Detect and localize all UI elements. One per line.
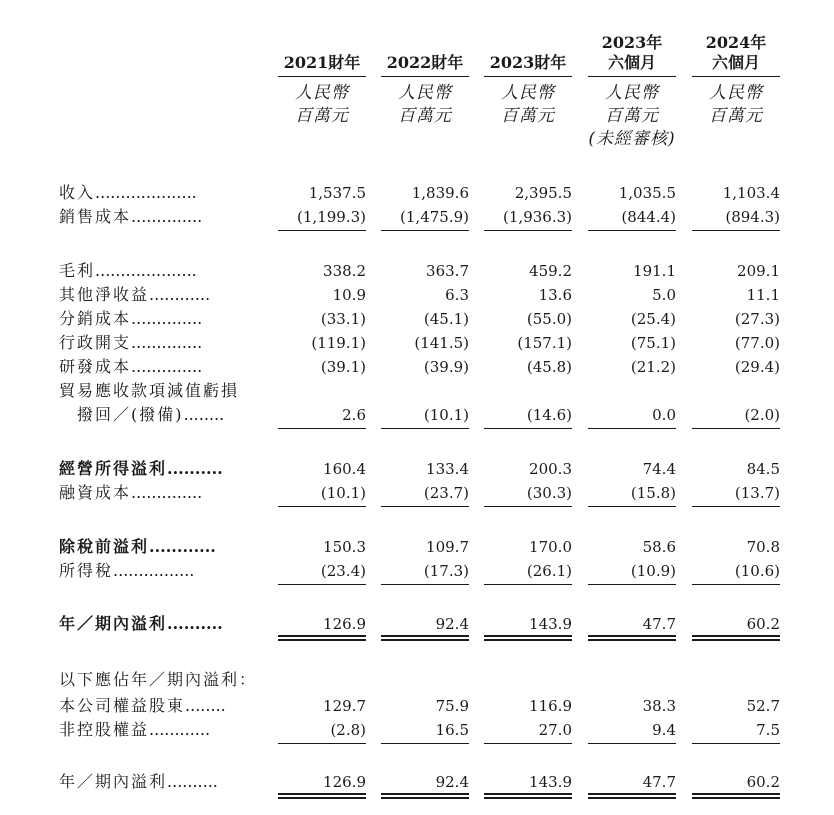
row-label-attributable-header bbox=[59, 670, 257, 690]
column-period-line2: 2023財年 bbox=[489, 53, 567, 72]
total-double-rule-bottom bbox=[278, 797, 366, 799]
column-unit: 百萬元 bbox=[295, 106, 349, 126]
value-cell: (25.4) bbox=[630, 310, 676, 328]
row-label-rnd-costs bbox=[59, 357, 202, 377]
total-double-rule-bottom bbox=[381, 797, 469, 799]
total-double-rule-top bbox=[381, 635, 469, 637]
subtotal-rule bbox=[484, 743, 572, 744]
value-cell: 6.3 bbox=[445, 286, 469, 304]
value-cell: (45.8) bbox=[526, 358, 572, 376]
subtotal-rule bbox=[484, 584, 572, 585]
value-cell: (39.1) bbox=[320, 358, 366, 376]
column-period-line2: 2022財年 bbox=[386, 53, 464, 72]
value-cell: 1,103.4 bbox=[722, 184, 780, 202]
label-text: 年／期內溢利 bbox=[59, 614, 168, 633]
column-header-underline bbox=[484, 76, 572, 77]
total-double-rule-bottom bbox=[692, 639, 780, 641]
leader-dots: .............. bbox=[131, 357, 203, 376]
value-cell: 74.4 bbox=[642, 460, 676, 478]
value-cell: (15.8) bbox=[630, 484, 676, 502]
value-cell: (119.1) bbox=[311, 334, 366, 352]
label-text: 其他淨收益 bbox=[59, 285, 150, 304]
value-cell: (27.3) bbox=[734, 310, 780, 328]
label-text: 經營所得溢利 bbox=[59, 459, 168, 478]
value-cell: (29.4) bbox=[734, 358, 780, 376]
column-period-line1: 2023年 bbox=[601, 33, 663, 52]
row-label-equity-shareholders bbox=[59, 696, 226, 716]
label-text: 所得稅 bbox=[59, 561, 114, 580]
row-label-profit-for-period-total bbox=[59, 772, 218, 792]
total-double-rule-bottom bbox=[484, 797, 572, 799]
column-currency: 人民幣 bbox=[605, 83, 659, 103]
value-cell: (23.7) bbox=[423, 484, 469, 502]
leader-dots: .................... bbox=[95, 261, 197, 280]
value-cell: 126.9 bbox=[323, 615, 366, 633]
leader-dots: .......... bbox=[167, 459, 223, 478]
value-cell: 75.9 bbox=[435, 697, 469, 715]
value-cell: 52.7 bbox=[746, 697, 780, 715]
value-cell: 47.7 bbox=[642, 773, 676, 791]
value-cell: 60.2 bbox=[746, 773, 780, 791]
label-text: 以下應佔年／期內溢利： bbox=[59, 670, 258, 689]
value-cell: 160.4 bbox=[323, 460, 366, 478]
total-double-rule-bottom bbox=[588, 639, 676, 641]
column-period-line1 bbox=[381, 33, 469, 53]
column-unit: 百萬元 bbox=[709, 106, 763, 126]
row-label-income-tax bbox=[59, 561, 194, 581]
label-text: 銷售成本 bbox=[59, 207, 132, 226]
value-cell: 338.2 bbox=[323, 262, 366, 280]
column-period-line2: 六個月 bbox=[607, 53, 656, 72]
label-text: 撥回／(撥備) bbox=[59, 405, 184, 424]
value-cell: (1,475.9) bbox=[400, 208, 469, 226]
value-cell: 11.1 bbox=[746, 286, 780, 304]
total-double-rule-top bbox=[278, 635, 366, 637]
column-header-6m-2023 bbox=[588, 33, 676, 73]
value-cell: (141.5) bbox=[414, 334, 469, 352]
total-double-rule-bottom bbox=[278, 639, 366, 641]
subtotal-rule bbox=[692, 743, 780, 744]
row-label-impairment-line2 bbox=[59, 405, 224, 425]
subtotal-rule bbox=[484, 506, 572, 507]
value-cell: 191.1 bbox=[633, 262, 676, 280]
value-cell: 459.2 bbox=[529, 262, 572, 280]
label-text: 收入 bbox=[59, 183, 96, 202]
column-period-line1: 2024年 bbox=[705, 33, 767, 52]
value-cell: 0.0 bbox=[652, 406, 676, 424]
column-unit: 百萬元 bbox=[501, 106, 555, 126]
value-cell: 38.3 bbox=[642, 697, 676, 715]
subtotal-rule bbox=[588, 584, 676, 585]
value-cell: 126.9 bbox=[323, 773, 366, 791]
value-cell: 133.4 bbox=[426, 460, 469, 478]
label-text: 分銷成本 bbox=[59, 309, 132, 328]
subtotal-rule bbox=[381, 584, 469, 585]
value-cell: (30.3) bbox=[526, 484, 572, 502]
leader-dots: .............. bbox=[131, 483, 203, 502]
value-cell: 84.5 bbox=[746, 460, 780, 478]
row-label-other-net-income bbox=[59, 285, 210, 305]
value-cell: 5.0 bbox=[652, 286, 676, 304]
leader-dots: ........ bbox=[185, 696, 226, 715]
leader-dots: .................... bbox=[95, 183, 197, 202]
value-cell: 92.4 bbox=[435, 615, 469, 633]
value-cell: 150.3 bbox=[323, 538, 366, 556]
leader-dots: .............. bbox=[131, 309, 203, 328]
label-text: 除稅前溢利 bbox=[59, 537, 150, 556]
value-cell: (1,936.3) bbox=[503, 208, 572, 226]
column-header-2021 bbox=[278, 33, 366, 73]
column-currency: 人民幣 bbox=[398, 83, 452, 103]
subtotal-rule bbox=[278, 584, 366, 585]
subtotal-rule bbox=[278, 230, 366, 231]
value-cell: (10.9) bbox=[630, 562, 676, 580]
label-text: 行政開支 bbox=[59, 333, 132, 352]
subtotal-rule bbox=[484, 230, 572, 231]
total-double-rule-bottom bbox=[484, 639, 572, 641]
column-header-underline bbox=[692, 76, 780, 77]
value-cell: 143.9 bbox=[529, 773, 572, 791]
value-cell: (13.7) bbox=[734, 484, 780, 502]
value-cell: 1,839.6 bbox=[411, 184, 469, 202]
column-units-2021 bbox=[278, 82, 366, 128]
leader-dots: ............ bbox=[149, 720, 211, 739]
value-cell: (45.1) bbox=[423, 310, 469, 328]
label-text: 年／期內溢利 bbox=[59, 772, 168, 791]
label-text: 本公司權益股東 bbox=[59, 696, 186, 715]
value-cell: 170.0 bbox=[529, 538, 572, 556]
value-cell: 200.3 bbox=[529, 460, 572, 478]
value-cell: (844.4) bbox=[621, 208, 676, 226]
column-period-line2: 2021財年 bbox=[283, 53, 361, 72]
subtotal-rule bbox=[692, 584, 780, 585]
row-label-admin-expenses bbox=[59, 333, 202, 353]
row-label-profit-for-period bbox=[59, 614, 223, 634]
total-double-rule-bottom bbox=[381, 639, 469, 641]
column-currency: 人民幣 bbox=[709, 83, 763, 103]
subtotal-rule bbox=[278, 506, 366, 507]
value-cell: 7.5 bbox=[756, 721, 780, 739]
value-cell: 92.4 bbox=[435, 773, 469, 791]
subtotal-rule bbox=[588, 428, 676, 429]
row-label-non-controlling bbox=[59, 720, 210, 740]
subtotal-rule bbox=[381, 230, 469, 231]
value-cell: 27.0 bbox=[538, 721, 572, 739]
value-cell: 2.6 bbox=[342, 406, 366, 424]
label-text: 毛利 bbox=[59, 261, 96, 280]
value-cell: (10.1) bbox=[423, 406, 469, 424]
column-header-underline bbox=[278, 76, 366, 77]
value-cell: (26.1) bbox=[526, 562, 572, 580]
leader-dots: .......... bbox=[167, 772, 218, 791]
value-cell: (14.6) bbox=[526, 406, 572, 424]
subtotal-rule bbox=[381, 506, 469, 507]
total-double-rule-top bbox=[484, 793, 572, 795]
value-cell: 16.5 bbox=[435, 721, 469, 739]
value-cell: 143.9 bbox=[529, 615, 572, 633]
value-cell: 1,537.5 bbox=[308, 184, 366, 202]
value-cell: 58.6 bbox=[642, 538, 676, 556]
subtotal-rule bbox=[588, 230, 676, 231]
value-cell: (55.0) bbox=[526, 310, 572, 328]
row-label-finance-costs bbox=[59, 483, 202, 503]
leader-dots: .............. bbox=[131, 207, 203, 226]
label-text: 融資成本 bbox=[59, 483, 132, 502]
column-note: (未經審核) bbox=[588, 129, 676, 149]
column-header-2023 bbox=[484, 33, 572, 73]
column-currency: 人民幣 bbox=[501, 83, 555, 103]
row-label-operating-profit bbox=[59, 459, 223, 479]
total-double-rule-top bbox=[588, 635, 676, 637]
column-header-underline bbox=[381, 76, 469, 77]
value-cell: 129.7 bbox=[323, 697, 366, 715]
value-cell: (2.8) bbox=[330, 721, 366, 739]
value-cell: (21.2) bbox=[630, 358, 676, 376]
row-label-cost-of-sales bbox=[59, 207, 202, 227]
label-text: 貿易應收款項減值虧損 bbox=[59, 381, 240, 400]
column-period-line1 bbox=[278, 33, 366, 53]
value-cell: 10.9 bbox=[332, 286, 366, 304]
subtotal-rule bbox=[278, 743, 366, 744]
leader-dots: ................ bbox=[113, 561, 195, 580]
value-cell: 13.6 bbox=[538, 286, 572, 304]
value-cell: (17.3) bbox=[423, 562, 469, 580]
label-text: 非控股權益 bbox=[59, 720, 150, 739]
row-label-impairment-line1 bbox=[59, 381, 239, 401]
value-cell: (39.9) bbox=[423, 358, 469, 376]
total-double-rule-top bbox=[692, 793, 780, 795]
row-label-revenue bbox=[59, 183, 197, 203]
total-double-rule-top bbox=[692, 635, 780, 637]
column-unit: 百萬元 bbox=[605, 106, 659, 126]
column-period-line1 bbox=[484, 33, 572, 53]
total-double-rule-top bbox=[278, 793, 366, 795]
row-label-gross-profit bbox=[59, 261, 197, 281]
subtotal-rule bbox=[278, 428, 366, 429]
column-unit: 百萬元 bbox=[398, 106, 452, 126]
leader-dots: .............. bbox=[131, 333, 203, 352]
leader-dots: .......... bbox=[167, 614, 223, 633]
column-period-line2: 六個月 bbox=[711, 53, 760, 72]
value-cell: 109.7 bbox=[426, 538, 469, 556]
subtotal-rule bbox=[692, 428, 780, 429]
total-double-rule-top bbox=[484, 635, 572, 637]
value-cell: (2.0) bbox=[744, 406, 780, 424]
total-double-rule-top bbox=[381, 793, 469, 795]
value-cell: 363.7 bbox=[426, 262, 469, 280]
column-header-2022 bbox=[381, 33, 469, 73]
row-label-distribution-costs bbox=[59, 309, 202, 329]
value-cell: (10.1) bbox=[320, 484, 366, 502]
subtotal-rule bbox=[381, 428, 469, 429]
value-cell: (10.6) bbox=[734, 562, 780, 580]
column-header-underline bbox=[588, 76, 676, 77]
subtotal-rule bbox=[692, 506, 780, 507]
column-header-6m-2024 bbox=[692, 33, 780, 73]
value-cell: 70.8 bbox=[746, 538, 780, 556]
value-cell: 2,395.5 bbox=[514, 184, 572, 202]
leader-dots: ............ bbox=[149, 285, 211, 304]
subtotal-rule bbox=[381, 743, 469, 744]
value-cell: (77.0) bbox=[734, 334, 780, 352]
subtotal-rule bbox=[484, 428, 572, 429]
column-units-2022 bbox=[381, 82, 469, 128]
value-cell: (33.1) bbox=[320, 310, 366, 328]
value-cell: (1,199.3) bbox=[297, 208, 366, 226]
value-cell: (157.1) bbox=[517, 334, 572, 352]
leader-dots: ........ bbox=[183, 405, 225, 424]
value-cell: 9.4 bbox=[652, 721, 676, 739]
leader-dots: ............ bbox=[149, 537, 216, 556]
total-double-rule-top bbox=[588, 793, 676, 795]
value-cell: 116.9 bbox=[529, 697, 572, 715]
label-text: 研發成本 bbox=[59, 357, 132, 376]
column-units-6m-2023 bbox=[578, 82, 686, 151]
value-cell: 47.7 bbox=[642, 615, 676, 633]
row-label-profit-before-tax bbox=[59, 537, 216, 557]
subtotal-rule bbox=[588, 743, 676, 744]
subtotal-rule bbox=[588, 506, 676, 507]
column-units-2023 bbox=[484, 82, 572, 128]
value-cell: (75.1) bbox=[630, 334, 676, 352]
value-cell: 60.2 bbox=[746, 615, 780, 633]
value-cell: (894.3) bbox=[725, 208, 780, 226]
value-cell: 209.1 bbox=[737, 262, 780, 280]
column-currency: 人民幣 bbox=[295, 83, 349, 103]
total-double-rule-bottom bbox=[692, 797, 780, 799]
value-cell: (23.4) bbox=[320, 562, 366, 580]
column-units-6m-2024 bbox=[692, 82, 780, 128]
total-double-rule-bottom bbox=[588, 797, 676, 799]
value-cell: 1,035.5 bbox=[618, 184, 676, 202]
subtotal-rule bbox=[692, 230, 780, 231]
